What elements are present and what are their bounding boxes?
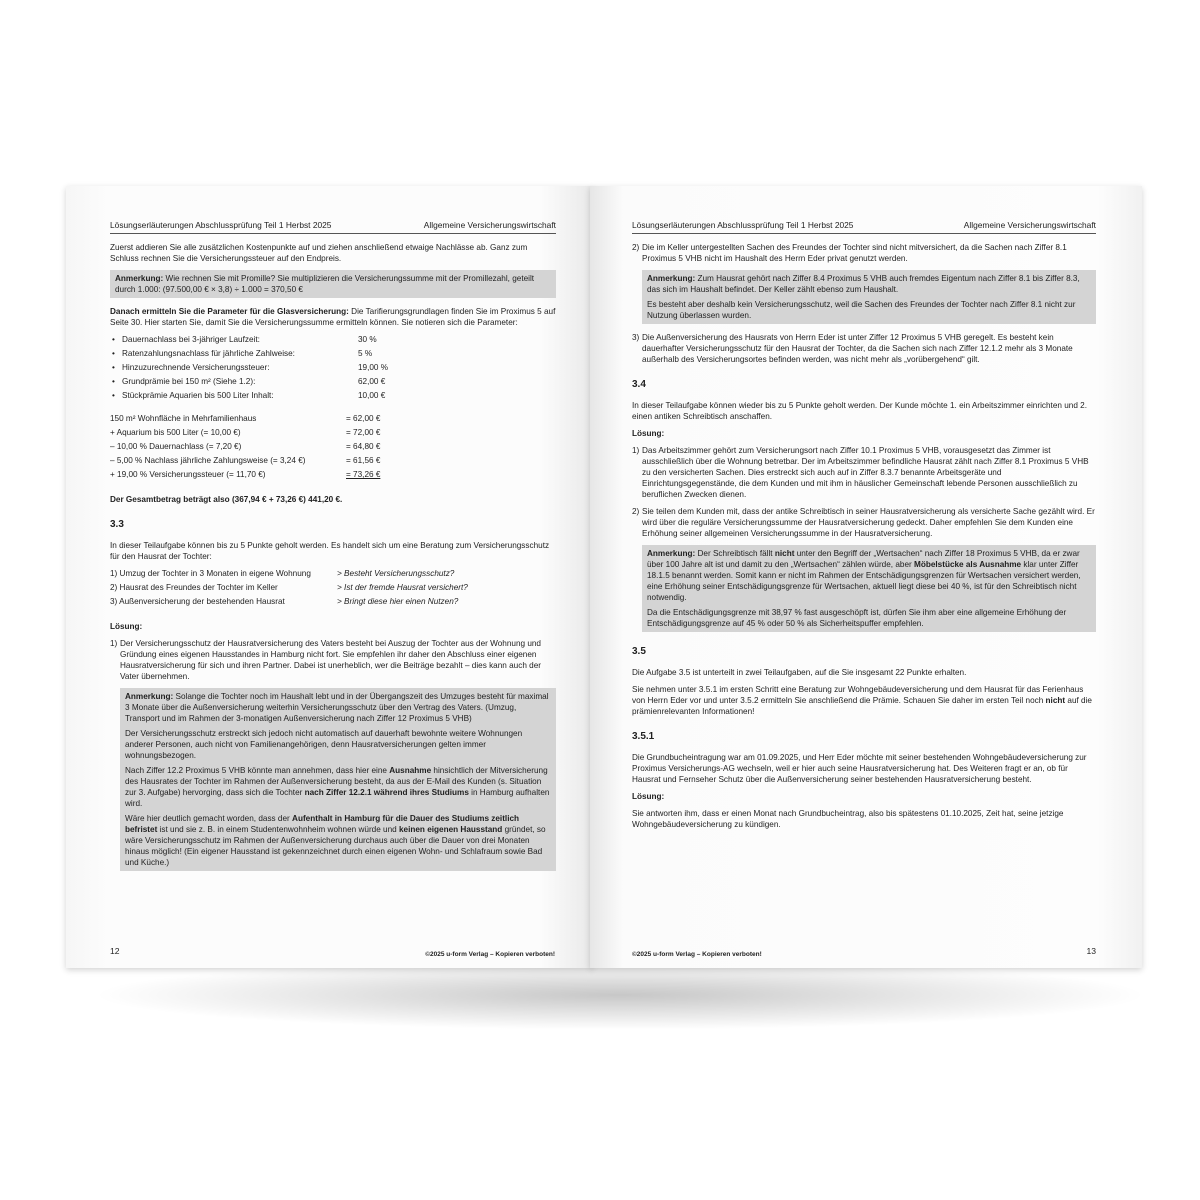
section-intro: In dieser Teilaufgabe können bis zu 5 Punkte geholt werden. Es handelt sich um eine Beratung zum Versicherungsschutz für den Hausrat der Tochter:: [110, 541, 550, 561]
calculation-table: [110, 413, 556, 480]
note-fremdes-eigentum: Anmerkung: Zum Hausrat gehört nach Ziffer 8.4 Proximus 5 VHB auch fremdes Eigentum nach Ziffer 8.1 bis Ziffer 8.3, das sich im Haushalt befindet. Der Keller zählt ebenso zum Haushalt. Es besteht aber deshalb kein Versicherungsschutz, weil die Sachen des Freundes der Tochter nach Ziffer 8.1 nicht zur Nutzung überlassen wurden.: [642, 270, 1096, 324]
list-item: • Dauernachlass bei 3-jähriger Laufzeit: 30 %: [110, 334, 556, 345]
left-header-subject: Allgemeine Versicherungswirtschaft: [423, 220, 556, 230]
section-heading-3-4: 3.4: [632, 379, 646, 390]
copyright-notice: ©2025 u-form Verlag – Kopieren verboten!: [425, 951, 555, 958]
list-item: • Grundprämie bei 150 m² (Siehe 1.2): 62,00 €: [110, 376, 556, 387]
glas-heading: Danach ermitteln Sie die Parameter für die Glasversicherung:: [110, 307, 349, 316]
note-label: Anmerkung:: [115, 274, 164, 283]
numbered-item: 1) Das Arbeitszimmer gehört zum Versicherungsort nach Ziffer 10.1 Proximus 5 VHB, vorausgesetzt das Zimmer ist ausschließlich über die Wohnung betretbar. Der im Arbeitszimmer befindliche Hausrat zählt nach Ziffer 8.1 Proximus 5 VHB zu den versicherten Sachen. Dies erstreckt sich auch auf in Ziffer 8.3.7 benannte Arbeitsgeräte und Einrichtungsgegenstände, die dem Kunden und mit ihm in häuslicher Gemeinschaft lebende Personen ausschließlich zu beruflichen Zwecken dienen.: [632, 446, 1089, 499]
right-page: [590, 186, 1142, 968]
numbered-item: 2) Sie teilen dem Kunden mit, dass der antike Schreibtisch in seiner Hausratversicherung als versicherte Sache gezählt wird. Er wird über die reguläre Versicherungssumme der Hausratversicherung gedeckt. Daher empfehlen Sie dem Kunden eine Erhöhung seiner allgemeinen Versicherungssumme in der Hausratversicherung.: [632, 507, 1095, 538]
section-heading-3-3: 3.3: [110, 519, 124, 530]
list-item: 3) Außenversicherung der bestehenden Hausrat > Bringt diese hier einen Nutzen?: [110, 597, 459, 606]
numbered-item: 1) Der Versicherungsschutz der Hausratversicherung des Vaters besteht bei Auszug der Tochter aus der Wohnung und Gründung eines eigenen Hausstandes in Hamburg nicht fort. Sie empfehlen ihr daher den Abschluss einer eigenen Hausratversicherung für sich und ihren Partner. Dabei ist unerheblich, wer die Beiträge bezahlt – dies kann auch der Vater übernehmen.: [110, 639, 541, 681]
calc-row: – 5,00 % Nachlass jährliche Zahlungsweise (= 3,24 €) = 61,56 €: [110, 456, 381, 465]
answer-text: Sie antworten ihm, dass er einen Monat nach Grundbucheintrag, also bis spätestens 01.10.2025, Zeit hat, seine jetzige Wohngebäudeversicherung zu kündigen.: [632, 809, 1064, 829]
section-heading-3-5-1: 3.5.1: [632, 731, 655, 742]
right-header-title: Lösungserläuterungen Abschlussprüfung Teil 1 Herbst 2025: [632, 220, 854, 230]
left-running-header: [110, 220, 556, 234]
left-page: [66, 186, 593, 968]
calc-row: + 19,00 % Versicherungssteuer (= 11,70 €) = 73,26 €: [110, 470, 381, 479]
calc-row: + Aquarium bis 500 Liter (= 10,00 €) = 72,00 €: [110, 428, 381, 437]
calc-row: – 10,00 % Dauernachlass (= 7,20 €) = 64,80 €: [110, 442, 381, 451]
numbered-item: 3) Die Außenversicherung des Hausrats von Herrn Eder ist unter Ziffer 12 Proximus 5 VHB geregelt. Es besteht kein dauerhafter Versicherungsschutz für den Hausrat der Tochter, da die Sachen sich nach Ziffer 12.1.2 mehr als 3 Monate außerhalb des Versicherungsortes befinden werden, was nicht mehr als „vorübergehend“ gilt.: [632, 333, 1073, 364]
total-sentence: Der Gesamtbetrag beträgt also (367,94 € + 73,26 €) 441,20 €.: [110, 495, 343, 504]
right-page-content: [632, 220, 1096, 836]
section-intro: Die Aufgabe 3.5 ist unterteilt in zwei Teilaufgaben, auf die Sie insgesamt 22 Punkte erhalten.: [632, 668, 967, 677]
list-item: • Ratenzahlungsnachlass für jährliche Zahlweise: 5 %: [110, 348, 556, 359]
list-item: 1) Umzug der Tochter in 3 Monaten in eigene Wohnung > Besteht Versicherungsschutz?: [110, 569, 455, 578]
parameter-list: [110, 334, 556, 401]
solution-label: Lösung:: [110, 622, 143, 631]
page-number: 12: [110, 946, 120, 956]
numbered-item: 2) Die im Keller untergestellten Sachen des Freundes der Tochter sind nicht mitversichert, da die Sachen nach Ziffer 8.1 Proximus 5 VHB nicht im Haushalt des Herrn Eder privat genutzt werden.: [632, 243, 1067, 263]
list-item: • Stückprämie Aquarien bis 500 Liter Inhalt: 10,00 €: [110, 390, 556, 401]
section-text: Sie nehmen unter 3.5.1 im ersten Schritt eine Beratung zur Wohngebäudeversicherung und dem Hausrat für das Ferienhaus von Herrn Eder vor und unter 3.5.2 ermitteln Sie anschließend die Prämie. Schauen Sie daher im ersten Teil noch nicht auf die prämienrelevanten Informationen!: [632, 685, 1092, 716]
section-intro: In dieser Teilaufgabe können wieder bis zu 5 Punkte geholt werden. Der Kunde möchte 1. ein Arbeitszimmer einrichten und 2. einen antiken Schreibtisch anschaffen.: [632, 401, 1087, 421]
solution-label: Lösung:: [632, 792, 665, 801]
note-umzug: Anmerkung: Solange die Tochter noch im Haushalt lebt und in der Übergangszeit des Umzuges besteht für maximal 3 Monate über die Außenversicherung weiterhin Versicherungsschutz über den Vertrag des Vaters. (Umzug, Transport und im Rahmen der 3-monatigen Außenversicherung nach Ziffer 12 Proximus 5 VHB) Der Versicherungsschutz erstreckt sich jedoch nicht automatisch auf dauerhaft bewohnte weitere Wohnungen anderer Personen, auch nicht von Familienangehörigen, denn Hausratversicherungen gelten immer wohnungsbezogen. Nach Ziffer 12.2 Proximus 5 VHB könnte man annehmen, dass hier eine Ausnahme hinsichtlich der Mitversicherung des Hausrates der Tochter im Rahmen der Außenversicherung besteht, da aus der E-Mail des Kunden (s. Situation zur 3. Aufgabe) hervorging, dass sich die Tochter nach Ziffer 12.2.1 während ihres Studiums in Hamburg aufhalten wird. Wäre hier deutlich gemacht worden, dass der Aufenthalt in Hamburg für die Dauer des Studiums zeitlich befristet ist und sie z. B. in einem Studentenwohnheim wohnen würde und keinen eigenen Hausstand gründet, so wäre Versicherungsschutz im Rahmen der Außenversicherung durchaus auch über die Dauer von drei Monaten hinaus möglich! (Ein eigener Hausstand ist gekennzeichnet durch einen eigenen Wohn- und Schlafraum sowie Bad und Küche.): [120, 688, 556, 871]
page-number: 13: [1086, 946, 1096, 956]
copyright-notice: ©2025 u-form Verlag – Kopieren verboten!: [632, 951, 762, 958]
glas-paragraph: [110, 306, 556, 328]
list-item: 2) Hausrat des Freundes der Tochter im Keller > Ist der fremde Hausrat versichert?: [110, 583, 468, 592]
section-intro: Die Grundbucheintragung war am 01.09.2025, und Herr Eder möchte mit seiner bestehenden Wohngebäudeversicherung zur Proximus Versicherungs-AG wechseln, weil er hier auch seine Hausratversicherung hat. Des Weiteren fragt er an, ob für Hausrat und Fernseher Schutz über die Außenversicherung seiner bestehenden Hausratversicherung besteht.: [632, 753, 1087, 784]
list-item: • Hinzuzurechnende Versicherungssteuer: 19,00 %: [110, 362, 556, 373]
note-text: Wie rechnen Sie mit Promille? Sie multiplizieren die Versicherungssumme mit der Promillezahl, geteilt durch 1.000: (97.500,00 € × 3,8) ÷ 1.000 = 370,50 €: [115, 274, 535, 294]
book-shadow: [90, 960, 1150, 1030]
note-schreibtisch: Anmerkung: Der Schreibtisch fällt nicht unter den Begriff der „Wertsachen“ nach Ziffer 18 Proximus 5 VHB, da er zwar über 100 Jahre alt ist und damit zu den „Wertsachen“ zählen würde, aber Möbelstücke als Ausnahme klar unter Ziffer 18.1.5 benannt werden. Somit kann er nicht im Rahmen der Entschädigungsgrenzen für Wertsachen versichert werden, eine Erhöhung seiner Entschädigungsgrenze für Wertsachen, aktuell liegt diese bei 40 %, ist für den Schreibtisch nicht notwendig. Da die Entschädigungsgrenze mit 38,97 % fast ausgeschöpft ist, dürfen Sie ihm aber eine allgemeine Erhöhung der Entschädigungsgrenze auf 45 % oder 50 % als Sicherheitspuffer empfehlen.: [642, 545, 1096, 632]
calc-row: 150 m² Wohnfläche in Mehrfamilienhaus = 62,00 €: [110, 414, 381, 423]
right-header-subject: Allgemeine Versicherungswirtschaft: [963, 220, 1096, 230]
question-list: [110, 568, 556, 607]
left-header-title: Lösungserläuterungen Abschlussprüfung Teil 1 Herbst 2025: [110, 220, 332, 230]
left-page-content: [110, 220, 556, 879]
right-running-header: [632, 220, 1096, 234]
note-promille: [110, 270, 556, 298]
glas-text: Die Tarifierungsgrundlagen finden Sie im Proximus 5 auf Seite 30. Hier starten Sie, damit Sie die Versicherungssumme ermitteln können. Sie notieren sich die Parameter:: [110, 307, 556, 327]
intro-paragraph: Zuerst addieren Sie alle zusätzlichen Kostenpunkte auf und ziehen anschließend etwaige Nachlässe ab. Ganz zum Schluss rechnen Sie die Versicherungssteuer auf den Endpreis.: [110, 243, 528, 263]
solution-label: Lösung:: [632, 429, 665, 438]
section-heading-3-5: 3.5: [632, 646, 646, 657]
